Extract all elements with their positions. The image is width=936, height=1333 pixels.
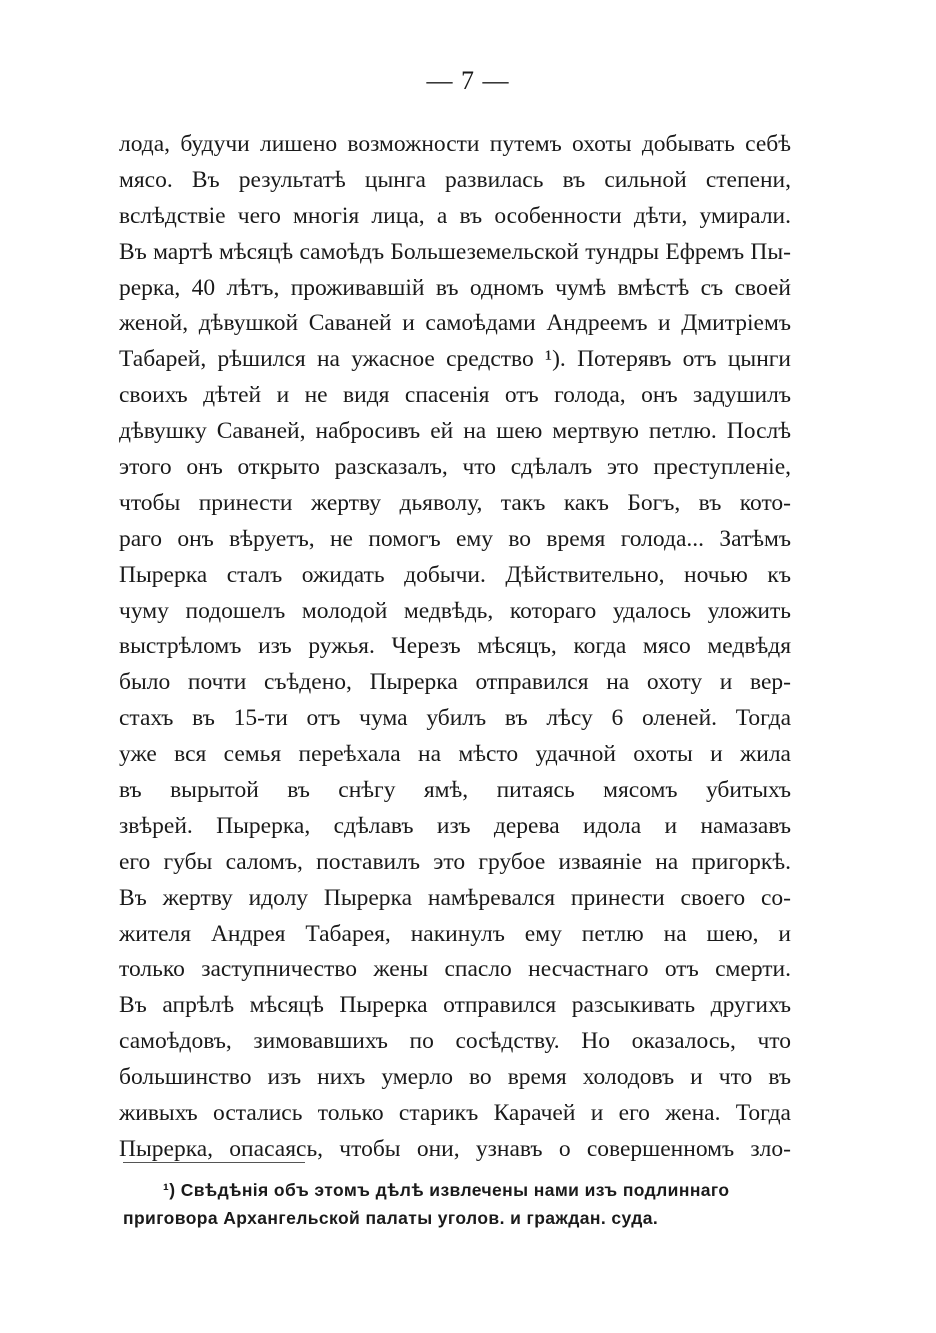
text-line: мясо. Въ результатѣ цынга развилась въ сильной степени, (119, 166, 791, 193)
text-line: жителя Андрея Табарея, накинулъ ему петлю на шею, и (119, 920, 791, 947)
text-line: Пырерка сталъ ожидать добычи. Дѣйствительно, ночью къ (119, 561, 791, 588)
text-line: живыхъ остались только старикъ Карачей и его жена. Тогда (119, 1100, 791, 1127)
text-line: стахъ въ 15-ти отъ чума убилъ въ лѣсу 6 оленей. Тогда (119, 705, 791, 732)
body-text (119, 127, 791, 1168)
text-line: чтобы принести жертву дьяволу, такъ какъ Богъ, въ кото- (119, 489, 791, 516)
text-line: уже вся семья переѣхала на мѣсто удачной охоты и жила (119, 741, 791, 768)
footnote-line: приговора Архангельской палаты уголов. и граждан. суда. (123, 1208, 659, 1228)
text-line: большинство изъ нихъ умерло во время холодовъ и что въ (119, 1064, 791, 1091)
text-line: выстрѣломъ изъ ружья. Черезъ мѣсяцъ, когда мясо медвѣдя (119, 633, 791, 660)
text-line: женой, дѣвушкой Саваней и самоѣдами Андреемъ и Дмитріемъ (119, 310, 791, 337)
text-line: Въ апрѣлѣ мѣсяцѣ Пырерка отправился разсыкивать другихъ (119, 992, 791, 1019)
text-line: Табарей, рѣшился на ужасное средство ¹). Потерявъ отъ цынги (119, 346, 791, 373)
text-line: Въ жертву идолу Пырерка намѣревался принести своего со- (119, 884, 791, 911)
footnote (123, 1176, 795, 1232)
page-number: — 7 — (426, 66, 510, 95)
text-line: только заступничество жены спасло несчастнаго отъ смерти. (119, 956, 791, 983)
text-line: рерка, 40 лѣтъ, проживавшій въ одномъ чумѣ вмѣстѣ съ своей (119, 274, 791, 301)
text-line: въ вырытой въ снѣгу ямѣ, питаясь мясомъ убитыхъ (119, 777, 791, 804)
text-line: Въ мартѣ мѣсяцѣ самоѣдъ Большеземельской тундры Ефремъ Пы- (119, 238, 791, 265)
text-line: раго онъ вѣруетъ, не помогъ ему во время голода... Затѣмъ (119, 525, 791, 552)
text-line: своихъ дѣтей и не видя спасенія отъ голода, онъ задушилъ (119, 382, 791, 409)
text-line: этого онъ открыто разсказалъ, что сдѣлалъ это преступленіе, (119, 454, 791, 481)
text-line: вслѣдствіе чего многія лица, а въ особенности дѣти, умирали. (119, 202, 791, 229)
text-line: дѣвушку Саваней, набросивъ ей на шею мертвую петлю. Послѣ (119, 418, 791, 445)
text-line: чуму подошелъ молодой медвѣдь, котораго удалось уложить (119, 597, 791, 624)
footnote-rule (123, 1162, 305, 1163)
text-line: лода, будучи лишено возможности путемъ охоты добывать себѣ (119, 131, 791, 157)
text-line: звѣрей. Пырерка, сдѣлавъ изъ дерева идола и намазавъ (119, 812, 791, 839)
text-line: Пырерка, опасаясь, чтобы они, узнавъ о совершенномъ зло- (119, 1135, 791, 1162)
footnote-line: ¹) Свѣдѣнія объ этомъ дѣлѣ извлечены нами изъ подлиннаго (163, 1180, 730, 1200)
text-line: было почти съѣдено, Пырерка отправился на охоту и вер- (119, 669, 791, 696)
text-line: самоѣдовъ, зимовавшихъ по сосѣдству. Но оказалось, что (119, 1028, 791, 1055)
text-line: его губы саломъ, поставилъ это грубое изваяніе на пригоркѣ. (119, 848, 791, 875)
